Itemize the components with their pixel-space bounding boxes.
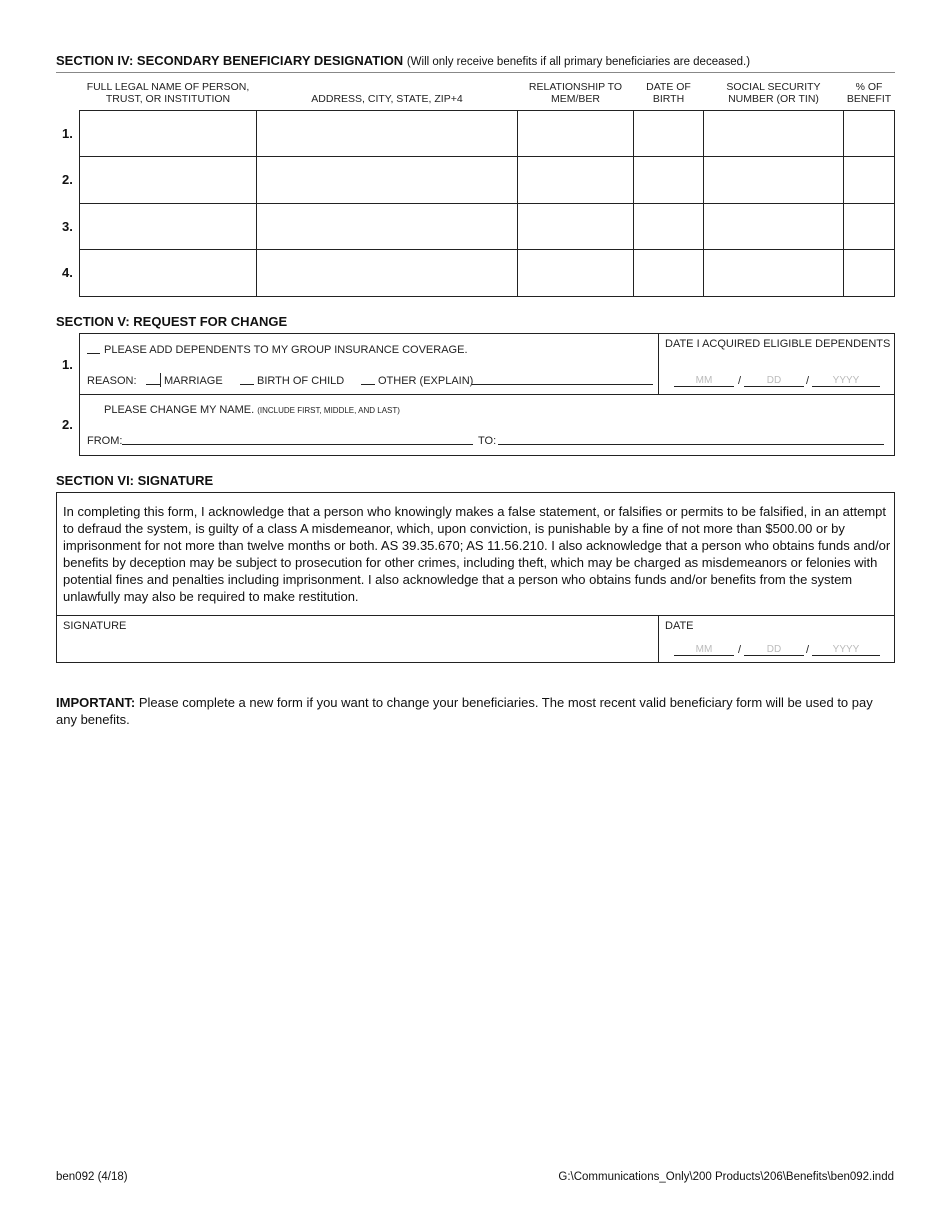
add-dependents-checkbox[interactable] bbox=[87, 344, 100, 354]
from-label: FROM: bbox=[87, 435, 123, 447]
signature-date-day[interactable]: DD bbox=[744, 644, 804, 656]
row-4-name-field[interactable] bbox=[80, 250, 256, 296]
other-checkbox[interactable] bbox=[361, 375, 375, 385]
row-1-relationship-field[interactable] bbox=[518, 111, 633, 156]
to-name-field[interactable] bbox=[498, 435, 884, 445]
date-acquired-month[interactable]: MM bbox=[674, 375, 734, 387]
date-separator: / bbox=[806, 375, 810, 387]
row-2-dob-field[interactable] bbox=[634, 157, 703, 203]
signature-divider bbox=[57, 615, 894, 616]
row-4-ssn-field[interactable] bbox=[704, 250, 843, 296]
acknowledgement-text: In completing this form, I acknowledge that a person who knowingly makes a false statement, or falsifies or permits to be falsified, in an attempt to defraud the system, is guilty of a class A misdemeanor, which, upon conviction, is punishable by a fine of not more than $500.00 or by imprisonment for not more than twelve months or both. AS 39.35.670; AS 11.56.210. I also acknowledge that a person who obtains funds and/or benefits by deception may be subject to prosecution for other crimes, including theft, which may be charged as misdemeanors or felonies with potential fines and penalties including imprisonment. I also acknowledge that a person who obtains funds and/or benefits from the system unlawfully may also be required to make restitution. bbox=[63, 504, 891, 604]
from-name-field[interactable] bbox=[122, 435, 473, 445]
other-explain-label: OTHER (EXPLAIN) bbox=[378, 375, 474, 387]
date-separator: / bbox=[806, 644, 810, 656]
signature-box bbox=[56, 492, 895, 663]
request-number-2: 2. bbox=[62, 417, 73, 432]
row-2-name-field[interactable] bbox=[80, 157, 256, 203]
section-iv-title: SECTION IV: SECONDARY BENEFICIARY DESIGNATION bbox=[56, 53, 404, 68]
row-1-dob-field[interactable] bbox=[634, 111, 703, 156]
row-4-address-field[interactable] bbox=[257, 250, 517, 296]
other-explain-field[interactable] bbox=[472, 375, 653, 385]
row-3-percent-field[interactable] bbox=[844, 204, 894, 249]
section-iv-note: (Will only receive benefits if all primary beneficiaries are deceased.) bbox=[406, 56, 751, 68]
column-header-ssn: SOCIAL SECURITY NUMBER (OR TIN) bbox=[726, 81, 821, 105]
add-dependents-label: PLEASE ADD DEPENDENTS TO MY GROUP INSURANCE COVERAGE. bbox=[104, 344, 468, 356]
date-acquired-day[interactable]: DD bbox=[744, 375, 804, 387]
row-3-dob-field[interactable] bbox=[634, 204, 703, 249]
important-label: IMPORTANT: bbox=[56, 695, 136, 710]
beneficiary-table bbox=[79, 110, 895, 297]
row-2-ssn-field[interactable] bbox=[704, 157, 843, 203]
date-separator: / bbox=[738, 644, 742, 656]
important-notice bbox=[56, 694, 886, 728]
section-iv-rule bbox=[56, 72, 895, 73]
row-1-percent-field[interactable] bbox=[844, 111, 894, 156]
request-date-divider bbox=[658, 334, 659, 394]
row-number-3: 3. bbox=[62, 219, 73, 234]
row-2-relationship-field[interactable] bbox=[518, 157, 633, 203]
row-1-name-field[interactable] bbox=[80, 111, 256, 156]
row-4-percent-field[interactable] bbox=[844, 250, 894, 296]
section-iv-heading bbox=[56, 53, 750, 68]
signature-field[interactable] bbox=[58, 633, 656, 661]
signature-date-divider bbox=[658, 615, 659, 662]
signature-date-label: DATE bbox=[665, 620, 694, 632]
row-1-address-field[interactable] bbox=[257, 111, 517, 156]
row-number-2: 2. bbox=[62, 172, 73, 187]
column-header-relationship: RELATIONSHIP TO MEM/BER bbox=[528, 81, 623, 105]
marriage-checkbox-edge bbox=[160, 373, 161, 387]
to-label: TO: bbox=[478, 435, 497, 447]
column-header-address: ADDRESS, CITY, STATE, ZIP+4 bbox=[311, 93, 463, 105]
reason-label: REASON: bbox=[87, 375, 137, 387]
row-3-relationship-field[interactable] bbox=[518, 204, 633, 249]
date-separator: / bbox=[738, 375, 742, 387]
request-number-1: 1. bbox=[62, 357, 73, 372]
marriage-label: MARRIAGE bbox=[164, 375, 223, 387]
column-header-name: FULL LEGAL NAME OF PERSON, TRUST, OR INSTITUTION bbox=[86, 81, 250, 105]
change-name-note: (INCLUDE FIRST, MIDDLE, AND LAST) bbox=[257, 406, 400, 415]
section-vi-title: SECTION VI: SIGNATURE bbox=[56, 473, 214, 488]
change-name-label: PLEASE CHANGE MY NAME. (INCLUDE FIRST, MIDDLE, AND LAST) bbox=[104, 404, 400, 416]
date-acquired-year[interactable]: YYYY bbox=[812, 375, 880, 387]
birth-of-child-label: BIRTH OF CHILD bbox=[257, 375, 345, 387]
row-3-name-field[interactable] bbox=[80, 204, 256, 249]
important-text: Please complete a new form if you want to change your beneficiaries. The most recent valid beneficiary form will be used to pay any benefits. bbox=[56, 695, 873, 727]
column-header-date-of-birth: DATE OF BIRTH bbox=[646, 81, 691, 105]
row-2-address-field[interactable] bbox=[257, 157, 517, 203]
form-id: ben092 (4/18) bbox=[56, 1171, 128, 1183]
row-3-address-field[interactable] bbox=[257, 204, 517, 249]
birth-of-child-checkbox[interactable] bbox=[240, 375, 254, 385]
date-acquired-label: DATE I ACQUIRED ELIGIBLE DEPENDENTS bbox=[665, 338, 891, 350]
request-divider bbox=[80, 394, 894, 395]
signature-date-month[interactable]: MM bbox=[674, 644, 734, 656]
marriage-checkbox[interactable] bbox=[146, 375, 160, 385]
row-1-ssn-field[interactable] bbox=[704, 111, 843, 156]
row-number-4: 4. bbox=[62, 265, 73, 280]
file-path: G:\Communications_Only\200 Products\206\Benefits\ben092.indd bbox=[558, 1171, 894, 1183]
signature-date-year[interactable]: YYYY bbox=[812, 644, 880, 656]
row-4-dob-field[interactable] bbox=[634, 250, 703, 296]
row-2-percent-field[interactable] bbox=[844, 157, 894, 203]
request-for-change-box bbox=[79, 333, 895, 456]
column-header-percent: % OF BENEFIT bbox=[846, 81, 892, 105]
section-v-title: SECTION V: REQUEST FOR CHANGE bbox=[56, 314, 288, 329]
row-number-1: 1. bbox=[62, 126, 73, 141]
row-3-ssn-field[interactable] bbox=[704, 204, 843, 249]
signature-label: SIGNATURE bbox=[63, 620, 127, 632]
row-4-relationship-field[interactable] bbox=[518, 250, 633, 296]
